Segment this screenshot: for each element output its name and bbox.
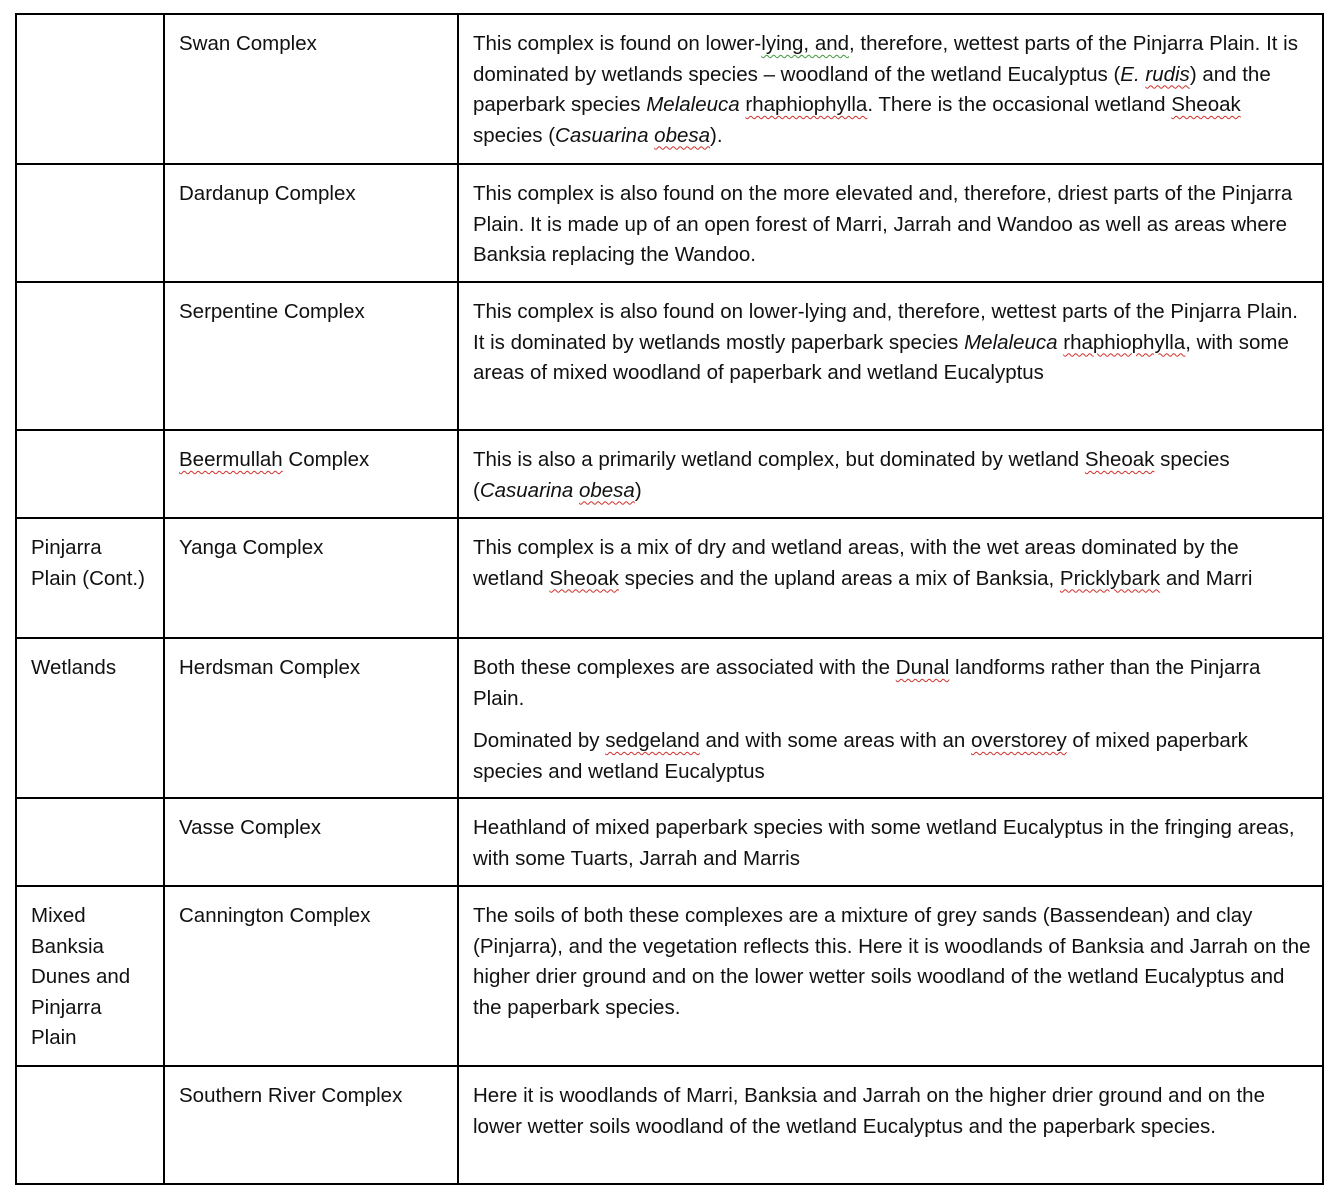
region-cell: [16, 638, 164, 798]
spellcheck-flagged-word: Beermullah: [179, 448, 283, 471]
description-cell: [458, 518, 1323, 638]
region-cell: [16, 430, 164, 518]
description-cell: [458, 14, 1323, 164]
description-cell: [458, 282, 1323, 430]
table-row: [16, 14, 1323, 164]
table-row: [16, 1066, 1323, 1184]
complex-name: [179, 816, 321, 839]
spellcheck-flagged-word: sedgeland: [605, 729, 700, 752]
table-row: [16, 282, 1323, 430]
region-cell: [16, 282, 164, 430]
text-run: Here it is woodlands of Marri, Banksia and Jarrah on the higher drier ground and on the lower wetter soils woodland of the wetland Eucalyptus and the paperbark species.: [473, 1084, 1265, 1138]
region-label: Wetlands: [31, 656, 117, 679]
description-cell: [458, 798, 1323, 886]
text-run: species (: [473, 448, 1230, 502]
description-paragraph: [473, 901, 1312, 1023]
region-cell: [16, 518, 164, 638]
complex-name: [179, 182, 356, 205]
region-cell: [16, 14, 164, 164]
text-run: and Marri: [1160, 566, 1253, 590]
spellcheck-flagged-word: overstorey: [971, 729, 1067, 752]
text-run: species (: [473, 123, 556, 147]
description-paragraph: [473, 445, 1312, 506]
text-run: This complex is found on lower-: [473, 32, 762, 55]
text-run: , with some areas of mixed woodland of paperbark and wetland Eucalyptus: [473, 330, 1289, 384]
grammar-flagged-word: lying, and: [761, 32, 850, 55]
spellcheck-flagged-word: obesa: [654, 123, 711, 147]
text-run: of mixed paperbark species and wetland Eucalyptus: [473, 729, 1248, 783]
spellcheck-flagged-word: rhaphiophylla: [1063, 330, 1186, 354]
text-run: ): [634, 478, 642, 502]
complex-name: [179, 904, 370, 927]
table-row: [16, 798, 1323, 886]
table-row: [16, 518, 1323, 638]
table-row: [16, 886, 1323, 1066]
text-run: This complex is also found on lower-lying and, therefore, wettest parts of the Pinjarra Plain. It is dominated by wetlands mostly paperbark species: [473, 300, 1298, 354]
region-cell: [16, 798, 164, 886]
description-cell: [458, 886, 1323, 1066]
text-run: ).: [710, 123, 723, 147]
text-run: This complex is a mix of dry and wetland areas, with the wet areas dominated by the wetland: [473, 536, 1239, 590]
description-cell: [458, 1066, 1323, 1184]
complex-cell: [164, 798, 458, 886]
description-paragraph: [473, 726, 1312, 787]
text-run: Serpentine Complex: [179, 300, 365, 323]
complex-cell: [164, 14, 458, 164]
text-run: Yanga Complex: [179, 536, 324, 559]
spellcheck-flagged-word: Pricklybark: [1059, 566, 1161, 590]
description-paragraph: [473, 653, 1312, 714]
spellcheck-flagged-word: obesa: [578, 478, 635, 502]
italic-text: Casuarina: [479, 478, 579, 502]
complex-name: [179, 536, 323, 559]
text-run: The soils of both these complexes are a mixture of grey sands (Bassendean) and clay (Pinjarra), and the vegetation reflects this. Here it is woodlands of Banksia and Jarrah on the higher drier ground and on the lower wetter soils woodland of the wetland Eucalyptus and the paperbark species.: [473, 904, 1311, 1019]
region-label: Pinjarra Plain (Cont.): [31, 536, 145, 590]
text-run: Cannington Complex: [179, 904, 371, 927]
text-run: Vasse Complex: [179, 816, 322, 839]
italic-text: Melaleuca: [964, 330, 1058, 354]
vegetation-complex-table: [15, 13, 1324, 1185]
spellcheck-flagged-word: Sheoak: [549, 566, 619, 590]
text-run: This is also a primarily wetland complex, but dominated by wetland: [473, 448, 1085, 471]
description-paragraph: [473, 813, 1312, 874]
spellcheck-flagged-word: Dunal: [895, 656, 950, 679]
complex-name: [179, 448, 369, 471]
complex-cell: [164, 518, 458, 638]
text-run: and with some areas with an: [699, 729, 972, 752]
complex-name: [179, 300, 365, 323]
spellcheck-flagged-word: Sheoak: [1084, 448, 1155, 471]
text-run: landforms rather than the Pinjarra Plain.: [473, 656, 1261, 710]
complex-cell: [164, 886, 458, 1066]
text-run: Swan Complex: [179, 32, 317, 55]
complex-cell: [164, 164, 458, 282]
text-run: Heathland of mixed paperbark species with some wetland Eucalyptus in the fringing areas, with some Tuarts, Jarrah and Marris: [473, 816, 1295, 870]
complex-cell: [164, 430, 458, 518]
text-run: Both these complexes are associated with the: [473, 656, 896, 679]
text-run: species and the upland areas a mix of Banksia,: [618, 566, 1060, 590]
region-label: Mixed Banksia Dunes and Pinjarra Plain: [31, 904, 131, 1049]
description-paragraph: [473, 297, 1312, 389]
table-row: [16, 164, 1323, 282]
text-run: Dardanup Complex: [179, 182, 356, 205]
table-row: [16, 638, 1323, 798]
description-cell: [458, 430, 1323, 518]
text-run: ) and the paperbark species: [473, 62, 1271, 116]
description-paragraph: [473, 1081, 1312, 1142]
complex-name: [179, 656, 360, 679]
italic-text: Melaleuca: [646, 93, 740, 116]
region-cell: [16, 164, 164, 282]
complex-cell: [164, 282, 458, 430]
text-run: This complex is also found on the more elevated and, therefore, driest parts of the Pinjarra Plain. It is made up of an open forest of Marri, Jarrah and Wandoo as well as areas where Banksia replacing the Wandoo.: [473, 182, 1293, 266]
spellcheck-flagged-word: rudis: [1145, 62, 1190, 86]
text-run: Herdsman Complex: [179, 656, 361, 679]
text-run: . There is the occasional wetland: [867, 93, 1172, 116]
complex-cell: [164, 638, 458, 798]
description-paragraph: [473, 29, 1312, 151]
description-paragraph: [473, 533, 1312, 594]
table-body: [16, 14, 1323, 1184]
region-cell: [16, 886, 164, 1066]
italic-text: E.: [1120, 62, 1146, 86]
text-run: , therefore, wettest parts of the Pinjarra Plain. It is dominated by wetlands species – woodland of the wetland Eucalyptus (: [473, 32, 1298, 86]
region-cell: [16, 1066, 164, 1184]
italic-text: Casuarina: [555, 123, 655, 147]
text-run: Dominated by: [473, 729, 606, 752]
text-run: Southern River Complex: [179, 1084, 403, 1107]
complex-cell: [164, 1066, 458, 1184]
text-run: Complex: [282, 448, 370, 471]
complex-name: [179, 32, 317, 55]
spellcheck-flagged-word: rhaphiophylla: [745, 93, 868, 116]
description-cell: [458, 638, 1323, 798]
description-cell: [458, 164, 1323, 282]
table-row: [16, 430, 1323, 518]
spellcheck-flagged-word: Sheoak: [1171, 93, 1241, 116]
complex-name: [179, 1084, 402, 1107]
description-paragraph: [473, 179, 1312, 271]
